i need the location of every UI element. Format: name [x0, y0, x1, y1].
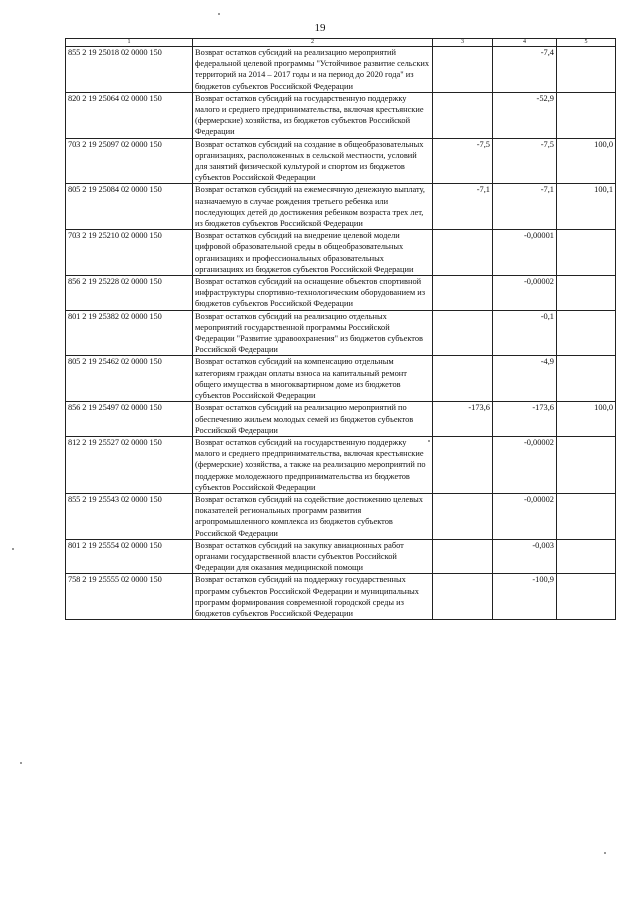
budget-code-cell: 805 2 19 25462 02 0000 150 — [66, 356, 193, 402]
actual-cell: -0,00002 — [493, 493, 557, 539]
table-row — [66, 574, 616, 620]
column-header: 5 — [557, 39, 616, 47]
scan-speck — [12, 548, 14, 550]
plan-cell — [433, 47, 493, 93]
table-row — [66, 92, 616, 138]
actual-cell: -0,00002 — [493, 276, 557, 311]
actual-cell: -7,4 — [493, 47, 557, 93]
table-row — [66, 356, 616, 402]
percent-cell — [557, 436, 616, 493]
budget-code-cell: 856 2 19 25228 02 0000 150 — [66, 276, 193, 311]
plan-cell — [433, 92, 493, 138]
description-cell: Возврат остатков субсидий на закупку авиационных работ органами государственной власти субъектов Российской Федерации для оказания медицинской помощи — [193, 539, 433, 574]
table-row — [66, 539, 616, 574]
percent-cell — [557, 230, 616, 276]
table-row — [66, 402, 616, 437]
plan-cell: -7,5 — [433, 138, 493, 184]
percent-cell — [557, 493, 616, 539]
budget-code-cell: 856 2 19 25497 02 0000 150 — [66, 402, 193, 437]
description-cell: Возврат остатков субсидий на содействие достижению целевых показателей региональных программ развития агропромышленного комплекса из бюджетов субъектов Российской Федерации — [193, 493, 433, 539]
budget-code-cell: 703 2 19 25097 02 0000 150 — [66, 138, 193, 184]
actual-cell: -100,9 — [493, 574, 557, 620]
actual-cell: -0,1 — [493, 310, 557, 356]
percent-cell — [557, 539, 616, 574]
budget-code-cell: 758 2 19 25555 02 0000 150 — [66, 574, 193, 620]
description-cell: Возврат остатков субсидий на оснащение объектов спортивной инфраструктуры спортивно-технологическим оборудованием из бюджетов субъектов Российской Федерации — [193, 276, 433, 311]
column-header: 1 — [66, 39, 193, 47]
actual-cell: -7,1 — [493, 184, 557, 230]
budget-code-cell: 805 2 19 25084 02 0000 150 — [66, 184, 193, 230]
description-cell: Возврат остатков субсидий на государственную поддержку малого и среднего предпринимательства, включая крестьянские (фермерские) хозяйства, а также на реализацию мероприятий по поддержке молодежного предпринимательства из бюджетов субъектов Российской Федерации — [193, 436, 433, 493]
percent-cell — [557, 92, 616, 138]
table-row — [66, 493, 616, 539]
table-row — [66, 436, 616, 493]
scan-speck — [604, 852, 606, 854]
percent-cell — [557, 276, 616, 311]
table-row — [66, 184, 616, 230]
actual-cell: -0,00002 — [493, 436, 557, 493]
description-cell: Возврат остатков субсидий на ежемесячную денежную выплату, назначаемую в случае рождения третьего ребенка или последующих детей до достижения ребенком возраста трех лет, из бюджетов субъектов Российской Федерации — [193, 184, 433, 230]
page-number: 19 — [314, 22, 326, 34]
column-header: 4 — [493, 39, 557, 47]
actual-cell: -173,6 — [493, 402, 557, 437]
budget-code-cell: 820 2 19 25064 02 0000 150 — [66, 92, 193, 138]
actual-cell: -0,00001 — [493, 230, 557, 276]
description-cell: Возврат остатков субсидий на создание в общеобразовательных организациях, расположенных в сельской местности, условий для занятий физической культурой и спортом из бюджетов субъектов Российской Федерации — [193, 138, 433, 184]
plan-cell: -7,1 — [433, 184, 493, 230]
percent-cell — [557, 47, 616, 93]
plan-cell — [433, 539, 493, 574]
table-row — [66, 47, 616, 93]
budget-code-cell: 812 2 19 25527 02 0000 150 — [66, 436, 193, 493]
scan-speck — [218, 13, 220, 15]
description-cell: Возврат остатков субсидий на реализацию мероприятий по обеспечению жильем молодых семей из бюджетов субъектов Российской Федерации — [193, 402, 433, 437]
percent-cell — [557, 310, 616, 356]
plan-cell — [433, 356, 493, 402]
table-body — [66, 47, 616, 620]
actual-cell: -7,5 — [493, 138, 557, 184]
plan-cell — [433, 493, 493, 539]
column-header: 3 — [433, 39, 493, 47]
actual-cell: -0,003 — [493, 539, 557, 574]
description-cell: Возврат остатков субсидий на поддержку государственных программ субъектов Российской Федерации и муниципальных программ формирования современной городской среды из бюджетов субъектов Российской Федерации — [193, 574, 433, 620]
plan-cell — [433, 574, 493, 620]
percent-cell: 100,0 — [557, 138, 616, 184]
budget-code-cell: 703 2 19 25210 02 0000 150 — [66, 230, 193, 276]
column-header: 2 — [193, 39, 433, 47]
table-header — [66, 39, 616, 47]
description-cell: Возврат остатков субсидий на государственную поддержку малого и среднего предпринимательства, включая крестьянские (фермерские) хозяйства, из бюджетов субъектов Российской Федерации — [193, 92, 433, 138]
table-row — [66, 310, 616, 356]
column-number-row — [66, 39, 616, 47]
plan-cell: -173,6 — [433, 402, 493, 437]
percent-cell: 100,1 — [557, 184, 616, 230]
actual-cell: -4,9 — [493, 356, 557, 402]
description-cell: Возврат остатков субсидий на реализацию отдельных мероприятий государственной программы Российской Федерации "Развитие здравоохранения" из бюджетов субъектов Российской Федерации — [193, 310, 433, 356]
plan-cell — [433, 310, 493, 356]
plan-cell — [433, 230, 493, 276]
scan-speck — [20, 762, 22, 764]
table-row — [66, 138, 616, 184]
actual-cell: -52,9 — [493, 92, 557, 138]
plan-cell — [433, 436, 493, 493]
percent-cell: 100,0 — [557, 402, 616, 437]
table-row — [66, 276, 616, 311]
table-row — [66, 230, 616, 276]
percent-cell — [557, 574, 616, 620]
budget-code-cell: 801 2 19 25382 02 0000 150 — [66, 310, 193, 356]
description-cell: Возврат остатков субсидий на компенсацию отдельным категориям граждан оплаты взноса на капитальный ремонт общего имущества в многоквартирном доме из бюджетов субъектов Российской Федерации — [193, 356, 433, 402]
scan-speck — [428, 440, 430, 442]
plan-cell — [433, 276, 493, 311]
budget-code-cell: 855 2 19 25543 02 0000 150 — [66, 493, 193, 539]
budget-code-cell: 801 2 19 25554 02 0000 150 — [66, 539, 193, 574]
budget-code-cell: 855 2 19 25018 02 0000 150 — [66, 47, 193, 93]
description-cell: Возврат остатков субсидий на реализацию мероприятий федеральной целевой программы "Устойчивое развитие сельских территорий на 2014 – 2017 годы и на период до 2020 года" из бюджетов субъектов Российской Федерации — [193, 47, 433, 93]
description-cell: Возврат остатков субсидий на внедрение целевой модели цифровой образовательной среды в общеобразовательных организациях и профессиональных образовательных организациях из бюджетов субъектов Российской Федерации — [193, 230, 433, 276]
budget-table — [65, 38, 616, 620]
percent-cell — [557, 356, 616, 402]
